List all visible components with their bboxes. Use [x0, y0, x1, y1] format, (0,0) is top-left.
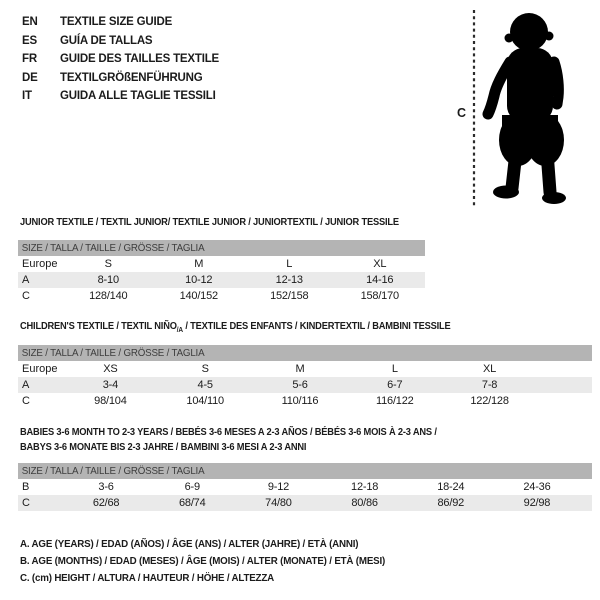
size-cell: 6-9 — [184, 481, 200, 493]
lang-code: ES — [22, 34, 37, 47]
lang-row-es — [22, 32, 219, 51]
size-cell: 116/122 — [376, 395, 414, 407]
children-title-pre: CHILDREN'S TEXTILE / TEXTIL NIÑO — [20, 321, 177, 332]
size-cell: M — [194, 258, 204, 270]
size-cell: 128/140 — [89, 290, 128, 302]
size-cell: 140/152 — [179, 290, 218, 302]
size-cell: 74/80 — [265, 497, 292, 509]
size-header-bar — [18, 345, 592, 361]
size-cell: 18-24 — [437, 481, 465, 493]
size-cell: 12-13 — [275, 274, 303, 286]
row-label: Europe — [22, 258, 58, 270]
lang-row-fr — [22, 50, 219, 69]
lang-label: TEXTILGRÖßENFÜHRUNG — [60, 71, 203, 84]
lang-label: GUÍA DE TALLAS — [60, 34, 153, 47]
size-cell: 104/110 — [186, 395, 224, 407]
size-cell: XL — [373, 258, 387, 270]
size-cell: 24-36 — [523, 481, 551, 493]
lang-label: TEXTILE SIZE GUIDE — [60, 16, 173, 28]
table-row-age-months — [18, 479, 592, 495]
table-row-height — [18, 288, 425, 304]
children-table — [18, 345, 592, 409]
size-cell: 86/92 — [437, 497, 465, 509]
row-label: B — [22, 481, 30, 493]
size-cell: 80/86 — [351, 497, 378, 509]
baby-silhouette-figure — [450, 0, 600, 212]
baby-silhouette — [488, 13, 566, 204]
size-cell: XS — [103, 363, 118, 375]
children-table-rows — [18, 361, 592, 409]
size-cell: 4-5 — [197, 379, 213, 391]
table-row-europe — [18, 361, 592, 377]
junior-table-rows — [18, 256, 425, 304]
legend-line-b: B. AGE (MONTHS) / EDAD (MESES) / ÂGE (MOIS) / ALTER (MONATE) / ETÀ (MESI) — [20, 555, 386, 568]
row-label: A — [22, 274, 30, 286]
babies-table-rows — [18, 479, 592, 511]
size-header-label: SIZE / TALLA / TAILLE / GRÖSSE / TAGLIA — [21, 242, 205, 254]
size-cell: 62/68 — [92, 497, 120, 509]
legend-line-a: A. AGE (YEARS) / EDAD (AÑOS) / ÂGE (ANS) / ALTER (JAHRE) / ETÀ (ANNI) — [20, 538, 359, 550]
size-cell: 5-6 — [292, 379, 308, 391]
size-cell: 3-6 — [98, 481, 114, 493]
size-cell: 3-4 — [102, 379, 119, 391]
size-cell: 152/158 — [270, 290, 309, 302]
table-row-europe — [18, 256, 425, 272]
size-header-bar — [18, 463, 592, 479]
table-row-age — [18, 377, 592, 393]
row-label: A — [22, 379, 30, 391]
table-row-height — [18, 393, 592, 409]
size-cell: S — [201, 363, 209, 375]
size-cell: 8-10 — [97, 274, 119, 286]
size-cell: 14-16 — [366, 274, 394, 286]
babies-table-title — [20, 426, 437, 455]
height-label-c: C — [457, 106, 467, 120]
size-cell: 122/128 — [470, 395, 509, 407]
children-table-title — [20, 321, 451, 334]
size-header-bar — [18, 240, 425, 256]
legend-line-c: C. (cm) HEIGHT / ALTURA / HAUTEUR / HÖHE / ALTEZZA — [20, 572, 274, 585]
row-label: C — [22, 497, 30, 509]
legend — [20, 536, 413, 588]
lang-row-en — [22, 13, 219, 32]
size-cell: 10-12 — [185, 274, 213, 286]
size-header-label: SIZE / TALLA / TAILLE / GRÖSSE / TAGLIA — [21, 347, 205, 359]
size-cell: XL — [483, 363, 497, 375]
babies-table — [18, 463, 592, 511]
children-title-sub: /A — [176, 327, 183, 334]
size-cell: 6-7 — [387, 379, 403, 391]
children-title-post: / TEXTILE DES ENFANTS / KINDERTEXTIL / BAMBINI TESSILE — [182, 321, 451, 332]
language-list — [22, 13, 219, 106]
lang-code: EN — [22, 16, 38, 28]
lang-row-it — [22, 87, 219, 106]
size-cell: 12-18 — [351, 481, 379, 493]
size-cell: 9-12 — [267, 481, 290, 493]
size-cell: 98/104 — [94, 395, 127, 407]
junior-table-title: JUNIOR TEXTILE / TEXTIL JUNIOR/ TEXTILE JUNIOR / JUNIORTEXTIL / JUNIOR TESSILE — [20, 217, 399, 228]
size-cell: 7-8 — [481, 379, 498, 391]
junior-table — [18, 240, 425, 304]
lang-code: DE — [22, 71, 38, 84]
size-cell: L — [391, 363, 398, 375]
row-label: Europe — [22, 363, 58, 375]
size-header-label: SIZE / TALLA / TAILLE / GRÖSSE / TAGLIA — [21, 465, 205, 477]
lang-code: IT — [22, 90, 32, 103]
size-cell: 92/98 — [523, 497, 551, 509]
size-cell: 158/170 — [360, 290, 399, 302]
row-label: C — [22, 290, 30, 302]
size-cell: 110/116 — [281, 395, 319, 407]
row-label: C — [22, 395, 30, 407]
lang-label: GUIDE DES TAILLES TEXTILE — [60, 53, 219, 66]
size-cell: S — [104, 258, 112, 270]
babies-title-line1: BABIES 3-6 MONTH TO 2-3 YEARS / BEBÉS 3-6 MESES A 2-3 AÑOS / BÉBÉS 3-6 MOIS À 2-3 ANS / — [20, 427, 437, 438]
lang-label: GUIDA ALLE TAGLIE TESSILI — [60, 90, 216, 103]
lang-code: FR — [22, 53, 37, 66]
size-cell: 68/74 — [178, 497, 206, 509]
table-row-age — [18, 272, 425, 288]
size-cell: L — [286, 258, 293, 270]
size-cell: M — [295, 363, 305, 375]
babies-title-line2: BABYS 3-6 MONATE BIS 2-3 JAHRE / BAMBINI 3-6 MESI A 2-3 ANNI — [20, 441, 307, 453]
table-row-height — [18, 495, 592, 511]
lang-row-de — [22, 69, 219, 88]
